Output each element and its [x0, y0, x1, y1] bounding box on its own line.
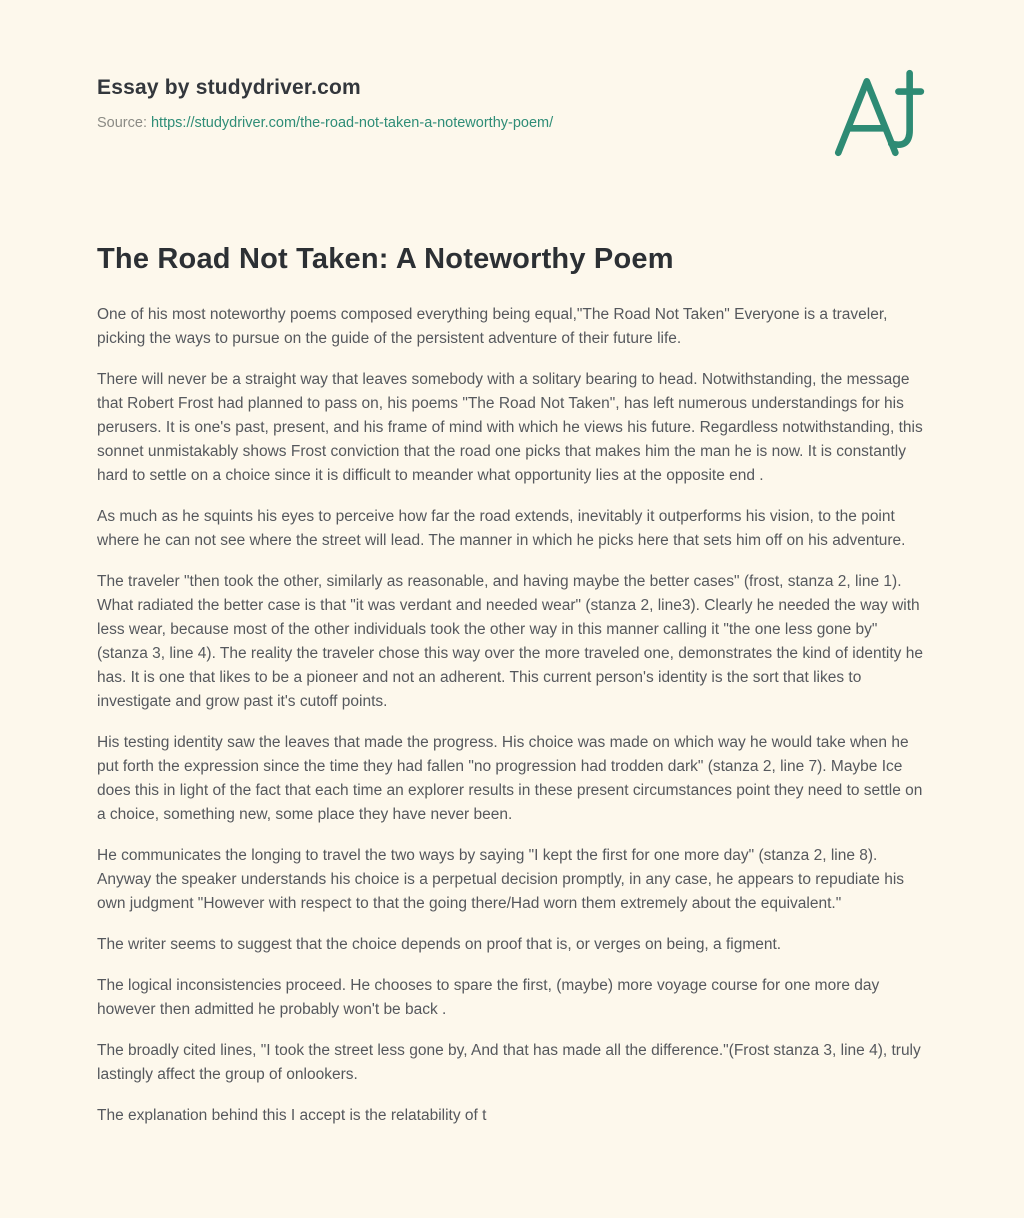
article-body: [97, 303, 925, 1128]
essay-paragraph: The writer seems to suggest that the choice depends on proof that is, or verges on being, a figment.: [97, 936, 782, 953]
essay-paragraph: The broadly cited lines, "I took the street less gone by, And that has made all the difference."(Frost stanza 3, line 4), truly lastingly affect the group of onlookers.: [97, 1042, 921, 1083]
essay-paragraph: As much as he squints his eyes to perceive how far the road extends, inevitably it outperforms his vision, to the point where he can not see where the street will lead. The manner in which he picks here that sets him off on his adventure.: [97, 508, 906, 549]
studydriver-logo: [826, 68, 928, 162]
page-title: The Road Not Taken: A Noteworthy Poem: [97, 243, 674, 275]
source-line: [97, 115, 925, 131]
essay-by-heading: Essay by studydriver.com: [97, 76, 361, 99]
essay-paragraph: One of his most noteworthy poems composed everything being equal,"The Road Not Taken" Everyone is a traveler, picking the ways to pursue on the guide of the persistent adventure of their future life.: [97, 306, 888, 347]
source-url-link[interactable]: https://studydriver.com/the-road-not-taken-a-noteworthy-poem/: [150, 115, 554, 131]
essay-paragraph: The explanation behind this I accept is the relatability of t: [97, 1107, 487, 1124]
essay-paragraph: He communicates the longing to travel the two ways by saying "I kept the first for one more day" (stanza 2, line 8). Anyway the speaker understands his choice is a perpetual decision promptly, in any case, he appears to repudiate his own judgment "However with respect to that the going there/Had worn them extremely about the equivalent.": [97, 847, 905, 912]
essay-paragraph: The logical inconsistencies proceed. He chooses to spare the first, (maybe) more voyage course for one more day however then admitted he probably won't be back .: [97, 977, 880, 1018]
essay-paragraph: The traveler "then took the other, similarly as reasonable, and having maybe the better cases" (frost, stanza 2, line 1). What radiated the better case is that "it was verdant and needed wear" (stanza 2, line3). Clearly he needed the way with less wear, because most of the other individuals took the other way in this manner calling it "the one less gone by" (stanza 3, line 4). The reality the traveler chose this way over the more traveled one, demonstrates the kind of identity he has. It is one that likes to be a pioneer and not an adherent. This current person's identity is the sort that likes to investigate and grow past it's cutoff points.: [97, 573, 923, 710]
essay-paragraph: His testing identity saw the leaves that made the progress. His choice was made on which way he would take when he put forth the expression since the time they had fallen "no progression had trodden dark" (stanza 2, line 7). Maybe Ice does this in light of the fact that each time an explorer results in these present circumstances point they need to settle on a choice, something new, some place they have never been.: [97, 734, 923, 823]
studydriver-logo-icon: [826, 68, 928, 162]
source-label: Source:: [97, 115, 147, 131]
essay-paragraph: There will never be a straight way that leaves somebody with a solitary bearing to head. Notwithstanding, the message that Robert Frost had planned to pass on, his poems "The Road Not Taken", has left numerous understandings for his perusers. It is one's past, present, and his frame of mind with which he views his future. Regardless notwithstanding, this sonnet unmistakably shows Frost conviction that the road one picks that makes him the man he is now. It is constantly hard to settle on a choice since it is difficult to meander what opportunity lies at the opposite end .: [97, 371, 923, 484]
